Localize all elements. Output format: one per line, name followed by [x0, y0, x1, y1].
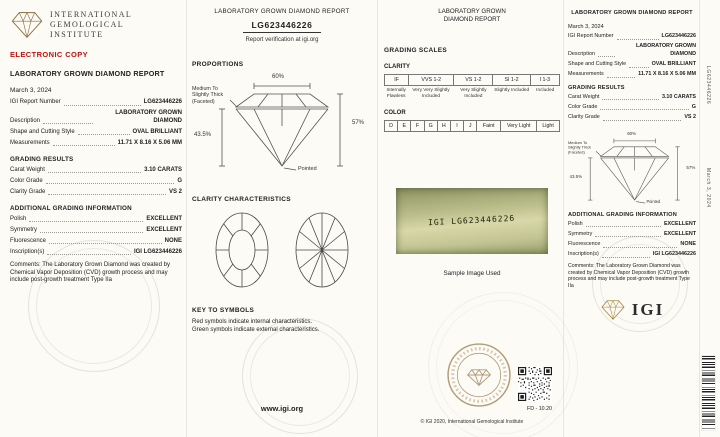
brand-line: INSTITUTE — [50, 30, 104, 39]
report-date: March 3, 2024 — [10, 87, 52, 94]
field-value: EXCELLENT — [663, 220, 696, 227]
key-to-symbols-text — [192, 318, 372, 334]
igi-logo-text: IGI — [631, 300, 665, 320]
summary-row-symmetry — [568, 231, 696, 239]
field-value: OVAL BRILLIANT — [132, 128, 182, 135]
field-label: Inscription(s) — [10, 248, 45, 255]
row-inscriptions — [10, 249, 182, 257]
clarity-grade-cell: SI 1-2 — [493, 74, 530, 86]
field-label: IGI Report Number — [10, 99, 61, 105]
field-value: VS 2 — [684, 114, 696, 121]
field-label: Shape and Cutting Style — [10, 128, 75, 135]
field-label: Symmetry — [568, 230, 593, 237]
brand-line: GEMOLOGICAL — [50, 20, 125, 29]
panel-report-details — [10, 8, 182, 429]
field-label: Measurements — [10, 139, 50, 146]
pavilion-percent-label: 43.5% — [569, 174, 583, 180]
field-label: Clarity Grade — [10, 188, 46, 195]
brand-line: INTERNATIONAL — [50, 10, 133, 19]
color-grade-cell: I — [451, 120, 464, 132]
depth-percent-label: 57% — [351, 120, 364, 126]
panel-summary-stub — [568, 8, 696, 429]
summary-row-shape — [568, 61, 696, 69]
dotted-leader — [603, 247, 677, 248]
dotted-leader — [602, 257, 650, 258]
field-value: EXCELLENT — [663, 230, 696, 237]
summary-row-carat-weight — [568, 94, 696, 102]
field-value: EXCELLENT — [146, 226, 182, 233]
clarity-grade-cell: I 1-3 — [531, 74, 560, 86]
color-grade-cell: H — [438, 120, 451, 132]
row-carat-weight — [10, 167, 182, 175]
summary-row-polish — [568, 221, 696, 229]
laser-inscription-text: IGI LG623446226 — [428, 214, 516, 228]
edge-report-number: LG623446226 — [705, 66, 711, 105]
comments-text: Comments: The Laboratory Grown Diamond was created by Chemical Vapor Deposition (CVD) growth process and may include post-growth treatment Type IIa — [568, 262, 690, 289]
color-grade-cell: J — [464, 120, 477, 132]
clarity-grade-desc: Very Very Slightly Included — [412, 88, 450, 99]
igi-brand — [10, 10, 182, 40]
dotted-leader — [617, 39, 659, 40]
clarity-scale-descriptions — [384, 86, 560, 100]
clarity-grade-cell: VS 1-2 — [454, 74, 493, 86]
copyright-text: © IGI 2020, International Gemological Institute — [420, 419, 524, 425]
panel3-header — [384, 8, 560, 23]
field-label: Clarity Grade — [568, 114, 600, 121]
dotted-leader — [48, 172, 141, 173]
proportions-heading: PROPORTIONS — [192, 61, 244, 68]
summary-row-measurements — [568, 71, 696, 79]
field-value: IGI LG623446226 — [652, 251, 696, 258]
clarity-characteristics-heading: CLARITY CHARACTERISTICS — [192, 196, 291, 203]
row-polish — [10, 216, 182, 224]
key-line-internal: Red symbols indicate internal characteristics. — [192, 319, 313, 325]
report-title-line1: LABORATORY GROWN — [438, 8, 506, 15]
summary-row-igi-report-number — [568, 33, 696, 41]
summary-row-color-grade — [568, 104, 696, 112]
clarity-scale-heading: CLARITY — [384, 64, 410, 71]
field-value: 11.71 X 8.16 X 5.06 MM — [117, 139, 182, 146]
girdle-label: Medium To Slightly Thick (Faceted) — [192, 86, 224, 105]
field-label: Carat Weight — [10, 166, 45, 173]
dotted-leader — [607, 77, 636, 78]
field-value: 11.71 X 8.16 X 5.06 MM — [638, 71, 696, 78]
panel-proportions-clarity — [192, 8, 372, 429]
key-to-symbols-heading: KEY TO SYMBOLS — [192, 307, 255, 314]
edge-date: March 3, 2024 — [705, 168, 711, 208]
dotted-leader — [595, 236, 661, 237]
field-label: Description — [10, 117, 41, 124]
website-text: www.igi.org — [260, 404, 304, 413]
dotted-leader — [629, 67, 648, 68]
clarity-plot-pavilion — [294, 211, 350, 289]
igi-diamond-logo-icon — [10, 10, 44, 40]
dotted-leader — [598, 56, 615, 57]
table-percent-label: 60% — [271, 74, 284, 80]
sample-image — [396, 188, 548, 254]
color-range-cell: Light — [537, 120, 560, 132]
field-value: G — [691, 103, 696, 110]
clarity-grade-desc: Included — [536, 88, 555, 94]
dotted-leader — [78, 134, 130, 135]
additional-info-heading: ADDITIONAL GRADING INFORMATION — [10, 205, 132, 212]
color-grade-cell: F — [411, 120, 424, 132]
dotted-leader — [43, 123, 93, 124]
field-label: Description — [568, 50, 595, 57]
field-value: OVAL BRILLIANT — [651, 61, 696, 68]
field-value: LABORATORY GROWN DIAMOND — [115, 110, 182, 124]
pavilion-percent-label: 43.5% — [194, 132, 212, 138]
summary-row-clarity-grade — [568, 114, 696, 122]
clarity-grade-desc: Slightly Included — [494, 88, 530, 94]
barcode — [702, 356, 715, 430]
report-title-line2: DIAMOND REPORT — [443, 15, 501, 23]
clarity-grade-cell: IF — [385, 74, 409, 86]
color-scale — [384, 120, 560, 132]
row-color-grade — [10, 178, 182, 186]
field-label: Carat Weight — [568, 93, 600, 100]
summary-row-fluorescence — [568, 241, 696, 249]
clarity-plot-diagrams — [192, 211, 372, 289]
dotted-leader — [586, 226, 661, 227]
field-label: IGI Report Number — [568, 33, 614, 39]
field-label: Inscription(s) — [568, 251, 599, 258]
key-line-external: Green symbols indicate external characteristics. — [192, 327, 320, 333]
field-label: Shape and Cutting Style — [568, 61, 627, 68]
report-date: March 3, 2024 — [568, 24, 604, 30]
dotted-leader — [40, 232, 143, 233]
field-value: G — [177, 177, 182, 184]
clarity-grade-desc: Very Slightly Included — [460, 88, 487, 99]
field-value: IGI LG623446226 — [133, 248, 182, 255]
fold-line — [186, 0, 187, 437]
dotted-leader — [603, 120, 682, 121]
fold-line — [377, 0, 378, 437]
electronic-copy-label: ELECTRONIC COPY — [10, 50, 89, 59]
field-label: Color Grade — [10, 177, 43, 184]
additional-info-heading: ADDITIONAL GRADING INFORMATION — [568, 211, 677, 218]
field-value: 3.10 CARATS — [144, 166, 182, 173]
report-title: LABORATORY GROWN DIAMOND REPORT — [571, 10, 693, 16]
brand-name — [50, 10, 132, 40]
fold-line — [699, 0, 700, 437]
igi-diamond-logo-icon — [600, 299, 626, 321]
dotted-leader — [46, 183, 175, 184]
field-label: Measurements — [568, 71, 604, 78]
color-grade-cell: E — [398, 120, 411, 132]
color-range-cell: Faint — [477, 120, 501, 132]
dotted-leader — [29, 221, 143, 222]
field-label: Color Grade — [568, 103, 598, 110]
field-value: EXCELLENT — [146, 215, 182, 222]
form-code: FD - 10.20 — [526, 406, 552, 412]
clarity-scale-grades — [384, 74, 560, 86]
proportions-diagram — [568, 132, 695, 206]
field-label: Fluorescence — [10, 237, 47, 244]
color-scale-heading: COLOR — [384, 109, 406, 116]
dotted-leader — [47, 254, 131, 255]
row-shape — [10, 129, 182, 137]
table-percent-label: 60% — [627, 131, 637, 137]
fold-line — [563, 0, 564, 437]
grading-results-heading: GRADING RESULTS — [568, 84, 625, 91]
row-igi-report-number — [10, 99, 182, 107]
sample-image-caption: Sample Image Used — [443, 269, 501, 277]
field-value: NONE — [680, 241, 696, 248]
dotted-leader — [600, 109, 688, 110]
field-value: NONE — [164, 237, 182, 244]
row-symmetry — [10, 227, 182, 235]
clarity-plot-crown — [214, 211, 270, 289]
grading-results-heading: GRADING RESULTS — [10, 156, 74, 163]
dotted-leader — [48, 194, 166, 195]
panel2-header — [192, 8, 372, 43]
field-label: Symmetry — [10, 226, 37, 233]
row-measurements — [10, 140, 182, 148]
igi-footer-logo — [568, 299, 696, 321]
girdle-label: Medium To Slightly Thick (Faceted) — [568, 140, 592, 155]
row-description — [10, 110, 182, 125]
report-title: LABORATORY GROWN DIAMOND REPORT — [214, 8, 350, 15]
color-grade-cell: D — [385, 120, 398, 132]
dotted-leader — [602, 99, 659, 100]
row-fluorescence — [10, 238, 182, 246]
grading-scales-heading: GRADING SCALES — [384, 47, 448, 55]
field-value: LG623446226 — [143, 99, 182, 105]
field-label: Polish — [10, 215, 27, 222]
field-value: VS 2 — [168, 188, 182, 195]
comments-text: Comments: The Laboratory Grown Diamond was created by Chemical Vapor Deposition (CVD) growth process and may include post-growth treatment Type IIa — [10, 262, 170, 284]
field-value: 3.10 CARATS — [661, 93, 696, 100]
qr-code — [518, 367, 552, 401]
field-value: LABORATORY GROWN DIAMOND — [636, 43, 696, 57]
summary-proportions-wrap — [568, 126, 696, 206]
panel-grading-scales — [384, 8, 560, 429]
row-clarity-grade — [10, 189, 182, 197]
report-title: LABORATORY GROWN DIAMOND REPORT — [10, 69, 165, 78]
dotted-leader — [64, 105, 141, 106]
dotted-leader — [53, 145, 115, 146]
color-range-cell: Very Light — [501, 120, 537, 132]
clarity-grade-cell: VVS 1-2 — [409, 74, 454, 86]
summary-row-description — [568, 43, 696, 58]
culet-label: Pointed — [298, 166, 317, 172]
report-number: LG623446226 — [243, 18, 322, 33]
clarity-grade-desc: Internally Flawless — [386, 88, 406, 99]
field-label: Polish — [568, 220, 583, 227]
verification-note: Report verification at igi.org — [245, 37, 319, 43]
field-label: Fluorescence — [568, 241, 601, 248]
culet-label: Pointed — [646, 199, 661, 205]
proportions-diagram — [192, 74, 364, 178]
field-value: LG623446226 — [661, 33, 696, 39]
dotted-leader — [49, 243, 162, 244]
color-grade-cell: G — [425, 120, 438, 132]
summary-row-inscriptions — [568, 251, 696, 259]
depth-percent-label: 57% — [686, 165, 696, 171]
